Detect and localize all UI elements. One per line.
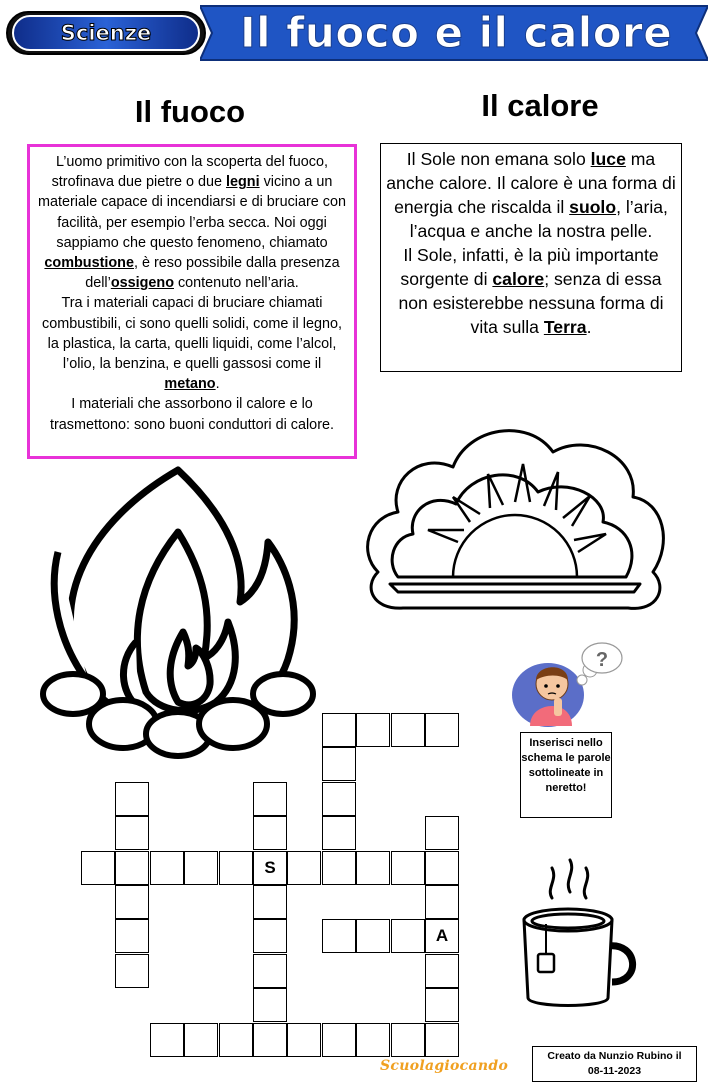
keyword-ossigeno: ossigeno — [110, 275, 174, 292]
credit-date: 08-11-2023 — [587, 1065, 642, 1077]
crossword-cell[interactable] — [184, 851, 218, 885]
fuoco-text: , è reso possibile dalla presenza dell’ — [85, 255, 340, 292]
crossword-cell[interactable] — [391, 919, 425, 953]
tea-mug-illustration — [518, 858, 642, 1010]
page-title: Il fuoco e il calore — [240, 8, 673, 57]
instruction-box: Inserisci nello schema le parole sottolineate in neretto! — [520, 732, 612, 818]
crossword-cell[interactable] — [391, 1023, 425, 1057]
calore-text-box — [380, 143, 682, 372]
calore-text: Il Sole non emana solo — [406, 149, 591, 169]
crossword-cell[interactable]: S — [253, 851, 287, 885]
crossword-cell[interactable] — [287, 851, 321, 885]
subject-badge-label: Scienze — [60, 21, 152, 45]
crossword-cell[interactable] — [322, 713, 356, 747]
crossword-cell[interactable] — [115, 885, 149, 919]
crossword-cell[interactable] — [219, 851, 253, 885]
heading-fuoco: Il fuoco — [134, 94, 246, 129]
brand-logo: Scuolagiocando — [380, 1058, 509, 1074]
crossword-cell[interactable] — [425, 713, 459, 747]
crossword-cell[interactable] — [425, 1023, 459, 1057]
crossword-cell[interactable] — [115, 919, 149, 953]
question-mark-icon: ? — [595, 649, 609, 671]
crossword-cell[interactable] — [391, 713, 425, 747]
crossword-cell[interactable] — [322, 919, 356, 953]
fuoco-text: . — [215, 376, 220, 393]
crossword-cell[interactable] — [425, 885, 459, 919]
crossword-cell[interactable] — [356, 919, 390, 953]
crossword-cell[interactable] — [322, 1023, 356, 1057]
credit-box — [532, 1046, 697, 1082]
fuoco-text: L’uomo primitivo con la scoperta del fuoco, strofinava due pietre o due — [51, 154, 328, 191]
fuoco-text: contenuto nell’aria. — [173, 275, 299, 292]
campfire-illustration — [28, 462, 328, 762]
crossword-cell[interactable] — [253, 885, 287, 919]
fuoco-text-box — [27, 144, 357, 459]
crossword-cell[interactable] — [322, 851, 356, 885]
crossword-cell[interactable] — [253, 816, 287, 850]
keyword-suolo: suolo — [569, 197, 617, 217]
calore-text: Il Sole, infatti, è la più importante sorgente di — [400, 245, 659, 289]
crossword-cell[interactable] — [253, 988, 287, 1022]
keyword-calore: calore — [492, 269, 545, 289]
crossword-cell[interactable] — [425, 988, 459, 1022]
fuoco-text: I materiali che assorbono il calore e lo trasmettono: sono buoni conduttori di calore. — [50, 396, 334, 433]
credit-line: Creato da Nunzio Rubino il — [547, 1050, 682, 1062]
crossword-cell[interactable]: A — [425, 919, 459, 953]
heading-calore: Il calore — [481, 88, 599, 123]
calore-text: ; senza di essa non esisterebbe nessuna forma di vita sulla — [398, 269, 664, 337]
keyword-terra: Terra — [543, 317, 587, 337]
crossword-cell[interactable] — [219, 1023, 253, 1057]
crossword-cell[interactable] — [253, 954, 287, 988]
crossword-cell[interactable] — [425, 816, 459, 850]
keyword-legni: legni — [226, 174, 260, 191]
crossword-cell[interactable] — [425, 954, 459, 988]
crossword-cell[interactable] — [322, 816, 356, 850]
crossword-cell[interactable] — [253, 919, 287, 953]
crossword-cell[interactable] — [115, 782, 149, 816]
crossword-cell[interactable] — [322, 747, 356, 781]
crossword-cell[interactable] — [356, 851, 390, 885]
crossword-cell[interactable] — [287, 1023, 321, 1057]
crossword-cell[interactable] — [150, 1023, 184, 1057]
calore-text: ma anche calore. Il calore è una forma di energia che riscalda il — [386, 149, 676, 217]
crossword-cell[interactable] — [81, 851, 115, 885]
fuoco-text: vicino a un materiale capace di incendiarsi e di bruciare con facilità, per esempio l’erba secca. Noi oggi sappiamo che questo fenomeno, chiamato — [38, 174, 346, 251]
crossword-cell[interactable] — [115, 816, 149, 850]
crossword-cell[interactable] — [322, 782, 356, 816]
keyword-combustione: combustione — [44, 255, 134, 272]
keyword-metano: metano — [164, 376, 216, 393]
sun-cloud-illustration — [358, 412, 673, 622]
crossword-cell[interactable] — [115, 954, 149, 988]
crossword-cell[interactable] — [150, 851, 184, 885]
crossword-cell[interactable] — [356, 713, 390, 747]
crossword-cell[interactable] — [391, 851, 425, 885]
fuoco-text: Tra i materiali capaci di bruciare chiamati combustibili, ci sono quelli solidi, come il legno, la plastica, la carta, quelli liquidi, come l’alcol, l’olio, la benzina, e quelli gassosi come il — [42, 295, 342, 373]
crossword-cell[interactable] — [253, 782, 287, 816]
calore-text: , l’aria, l’acqua e anche la nostra pelle. — [409, 197, 668, 241]
crossword-cell[interactable] — [115, 851, 149, 885]
crossword-cell[interactable] — [356, 1023, 390, 1057]
thinking-kid-illustration — [508, 640, 626, 730]
crossword-cell[interactable] — [184, 1023, 218, 1057]
crossword-cell[interactable] — [253, 1023, 287, 1057]
keyword-luce: luce — [590, 149, 626, 169]
calore-text: . — [586, 317, 592, 337]
crossword-cell[interactable] — [425, 851, 459, 885]
